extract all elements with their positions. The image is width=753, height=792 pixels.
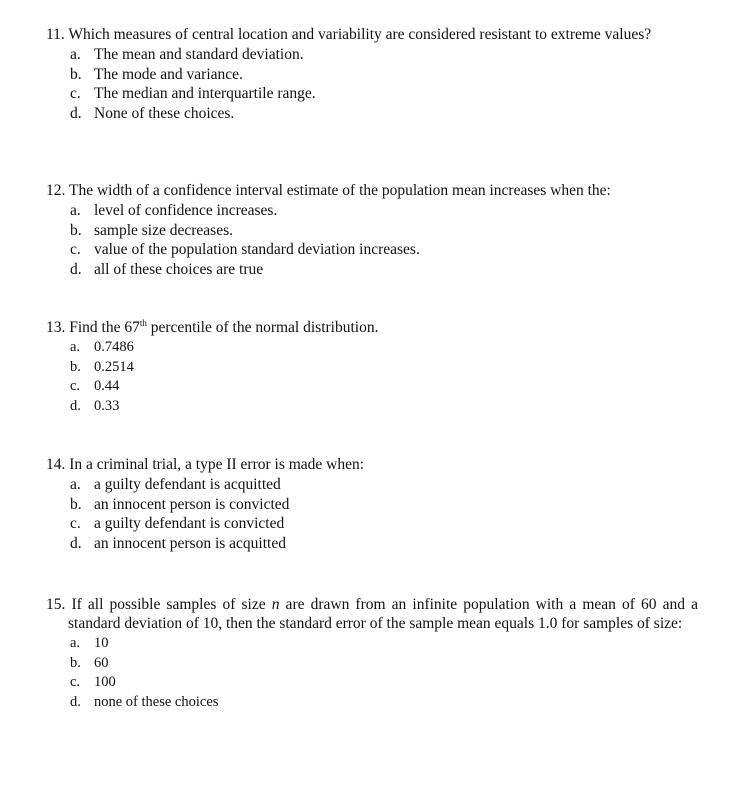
option-letter: d. bbox=[70, 693, 81, 710]
option-letter: b. bbox=[70, 221, 82, 239]
option-b[interactable] bbox=[70, 358, 753, 378]
option-letter: c. bbox=[70, 241, 81, 258]
option-d[interactable] bbox=[70, 693, 753, 713]
option-d[interactable] bbox=[70, 534, 753, 554]
option-text: a guilty defendant is acquitted bbox=[94, 476, 281, 493]
option-letter: a. bbox=[70, 46, 81, 63]
option-letter: a. bbox=[70, 635, 81, 651]
option-text: 60 bbox=[94, 654, 109, 671]
question-stem bbox=[46, 181, 698, 200]
option-a[interactable] bbox=[70, 475, 753, 495]
question-number: 15. bbox=[46, 596, 66, 613]
variable-n: n bbox=[271, 596, 280, 613]
question-text-before: If all possible samples of size bbox=[71, 596, 272, 613]
option-letter: a. bbox=[70, 476, 81, 493]
option-letter: c. bbox=[70, 674, 81, 690]
option-letter: d. bbox=[70, 534, 82, 552]
option-letter: b. bbox=[70, 65, 82, 83]
question-14 bbox=[0, 455, 753, 553]
question-number: 14. bbox=[46, 456, 66, 473]
option-d[interactable] bbox=[70, 260, 753, 280]
question-13 bbox=[0, 318, 753, 416]
option-letter: b. bbox=[70, 495, 82, 513]
option-letter: d. bbox=[70, 104, 82, 122]
option-b[interactable] bbox=[70, 654, 753, 674]
option-text: 10 bbox=[94, 635, 109, 651]
option-d[interactable] bbox=[70, 397, 753, 417]
option-text: an innocent person is convicted bbox=[94, 495, 290, 513]
question-text-after: are drawn from an infinite population with a mean of 60 and a standard deviation of 10, then the standard error of the sample mean equals 1.0 for samples of size: bbox=[68, 596, 698, 632]
option-letter: d. bbox=[70, 397, 81, 414]
option-c[interactable] bbox=[70, 514, 753, 534]
option-text: 100 bbox=[94, 674, 116, 690]
ordinal-superscript: th bbox=[139, 318, 147, 328]
option-text: a guilty defendant is convicted bbox=[94, 515, 285, 532]
option-text: 0.33 bbox=[94, 397, 120, 414]
option-b[interactable] bbox=[70, 221, 753, 241]
option-a[interactable] bbox=[70, 338, 753, 358]
question-text: Which measures of central location and variability are considered resistant to extreme values? bbox=[68, 26, 652, 43]
option-a[interactable] bbox=[70, 634, 753, 654]
option-letter: b. bbox=[70, 654, 81, 671]
option-text: an innocent person is acquitted bbox=[94, 534, 286, 552]
option-letter: a. bbox=[70, 339, 81, 355]
question-stem bbox=[46, 595, 698, 633]
option-text: none of these choices bbox=[94, 693, 219, 710]
option-letter: a. bbox=[70, 202, 81, 219]
option-text: all of these choices are true bbox=[94, 260, 264, 278]
question-stem bbox=[46, 455, 698, 474]
answer-options bbox=[0, 475, 753, 553]
question-stem bbox=[46, 318, 698, 337]
question-text: In a criminal trial, a type II error is made when: bbox=[69, 456, 365, 473]
question-text-before: Find the 67 bbox=[69, 319, 140, 336]
option-text: level of confidence increases. bbox=[94, 202, 278, 219]
option-a[interactable] bbox=[70, 201, 753, 221]
option-b[interactable] bbox=[70, 495, 753, 515]
question-text-after: percentile of the normal distribution. bbox=[146, 319, 379, 336]
question-15 bbox=[0, 595, 753, 712]
option-letter: d. bbox=[70, 260, 82, 278]
option-b[interactable] bbox=[70, 65, 753, 85]
option-text: The mode and variance. bbox=[94, 65, 243, 83]
option-c[interactable] bbox=[70, 84, 753, 104]
question-12 bbox=[0, 181, 753, 279]
option-a[interactable] bbox=[70, 45, 753, 65]
question-number: 12. bbox=[46, 182, 66, 199]
option-text: value of the population standard deviation increases. bbox=[94, 241, 420, 258]
option-c[interactable] bbox=[70, 240, 753, 260]
option-text: 0.2514 bbox=[94, 358, 134, 375]
question-text: The width of a confidence interval estimate of the population mean increases when the: bbox=[68, 182, 611, 199]
option-text: None of these choices. bbox=[94, 104, 235, 122]
question-number: 13. bbox=[46, 319, 66, 336]
question-stem bbox=[46, 25, 698, 44]
answer-options bbox=[0, 634, 753, 712]
option-d[interactable] bbox=[70, 104, 753, 124]
option-text: 0.7486 bbox=[94, 339, 134, 355]
option-letter: b. bbox=[70, 358, 81, 375]
answer-options bbox=[0, 201, 753, 279]
option-letter: c. bbox=[70, 378, 81, 394]
option-letter: c. bbox=[70, 515, 81, 532]
option-c[interactable] bbox=[70, 673, 753, 693]
answer-options bbox=[0, 338, 753, 416]
answer-options bbox=[0, 45, 753, 123]
option-text: The median and interquartile range. bbox=[94, 85, 316, 102]
question-number: 11. bbox=[46, 26, 65, 43]
option-text: sample size decreases. bbox=[94, 221, 234, 239]
option-text: The mean and standard deviation. bbox=[94, 46, 304, 63]
question-11 bbox=[0, 25, 753, 123]
option-letter: c. bbox=[70, 85, 81, 102]
option-text: 0.44 bbox=[94, 378, 120, 394]
option-c[interactable] bbox=[70, 377, 753, 397]
